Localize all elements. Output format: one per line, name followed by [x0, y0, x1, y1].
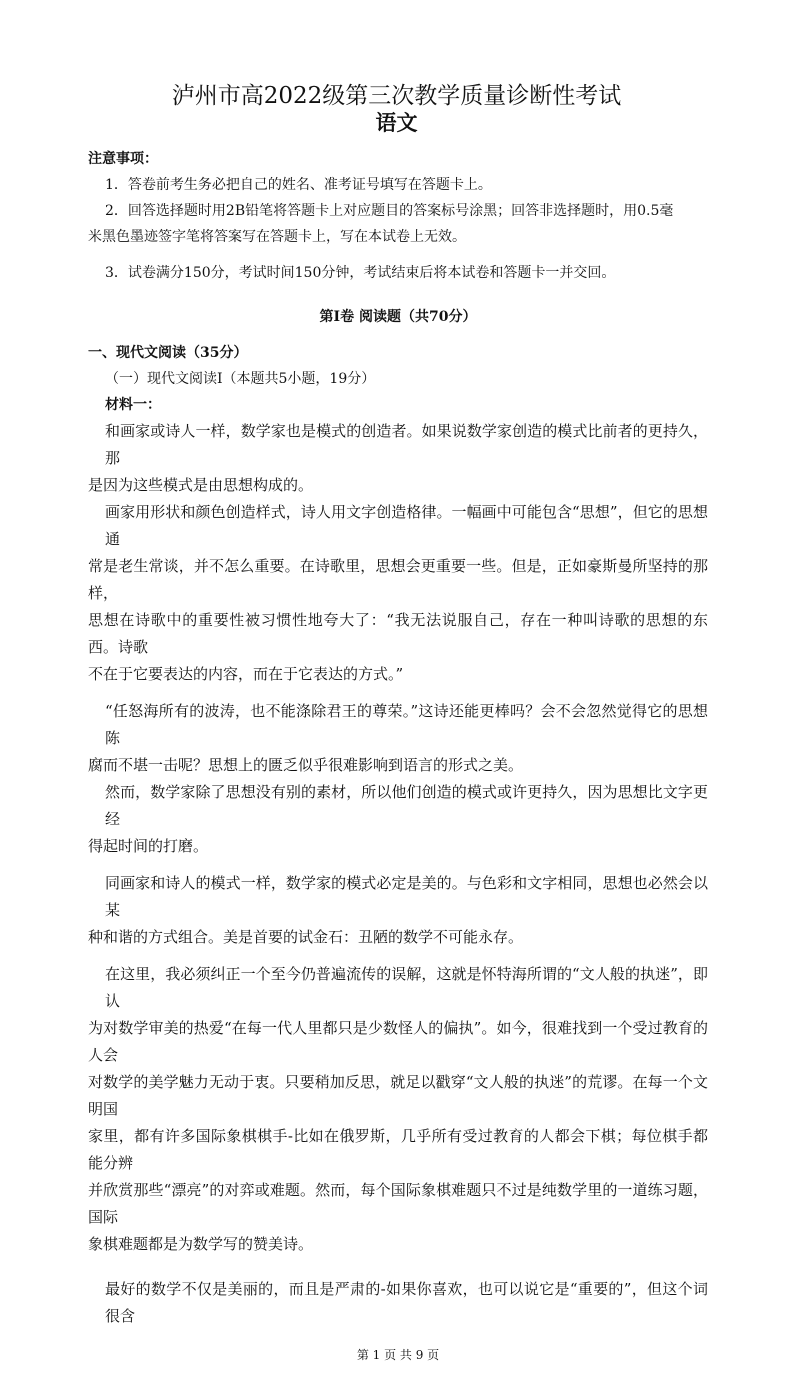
body-line: 然而，数学家除了思想没有别的素材，所以他们创造的模式或许更持久，因为思想比文字更经	[105, 783, 708, 828]
volume-heading: 第I卷 阅读题（共70分）	[319, 309, 477, 325]
body-line: 是因为这些模式是由思想构成的。	[88, 476, 314, 494]
body-line: 在这里，我必须纠正一个至今仍普遍流传的误解，这就是怀特海所谓的“文人般的执迷”，即认	[105, 965, 708, 1010]
body-line: 同画家和诗人的模式一样，数学家的模式必定是美的。与色彩和文字相同，思想也必然会以某	[105, 874, 708, 919]
body-line: 常是老生常谈，并不怎么重要。在诗歌里，思想会更重要一些。但是，正如豪斯曼所坚持的那样，	[88, 557, 708, 602]
body-line: 对数学的美学魅力无动于衷。只要稍加反思，就足以戳穿“文人般的执迷”的荒谬。在每一个文明国	[88, 1073, 708, 1118]
note-line: 2．回答选择题时用2B铅笔将答题卡上对应题目的答案标号涂黑；回答非选择题时，用0.5毫	[105, 203, 674, 219]
exam-title: 泸州市高2022级第三次教学质量诊断性考试	[171, 83, 622, 109]
body-line: 象棋难题都是为数学写的赞美诗。	[88, 1235, 314, 1253]
body-line: 种和谐的方式组合。美是首要的试金石：丑陋的数学不可能永存。	[88, 928, 524, 946]
note-line: 1．答卷前考生务必把自己的姓名、准考证号填写在答题卡上。	[105, 177, 492, 193]
note-line: 3．试卷满分150分，考试时间150分钟，考试结束后将本试卷和答题卡一并交回。	[105, 265, 616, 281]
exam-subject: 语文	[375, 110, 418, 135]
note-line: 米黑色墨迹签字笔将答案写在答题卡上，写在本试卷上无效。	[88, 229, 466, 245]
notes-heading: 注意事项：	[88, 151, 158, 167]
body-line: 腐而不堪一击呢？思想上的匮乏似乎很难影响到语言的形式之美。	[88, 756, 524, 774]
body-line: 为对数学审美的热爱“在每一代人里都只是少数怪人的偏执”。如今，很难找到一个受过教育的人会	[88, 1019, 708, 1064]
body-line: 家里，都有许多国际象棋棋手-比如在俄罗斯，几乎所有受过教育的人都会下棋；每位棋手都能分辨	[88, 1127, 708, 1172]
page-number: 第 1 页 共 9 页	[356, 1348, 440, 1362]
material-heading: 材料一：	[105, 397, 161, 413]
sub-heading: （一）现代文阅读I（本题共5小题，19分）	[105, 371, 376, 387]
body-line: 并欣赏那些“漂亮”的对弈或难题。然而，每个国际象棋难题只不过是纯数学里的一道练习题，国际	[88, 1181, 708, 1226]
body-line: 得起时间的打磨。	[88, 837, 209, 855]
body-line: 思想在诗歌中的重要性被习惯性地夸大了：“我无法说服自己，存在一种叫诗歌的思想的东西。诗歌	[88, 611, 708, 656]
body-line: 最好的数学不仅是美丽的，而且是严肃的-如果你喜欢，也可以说它是“重要的”，但这个词很含	[105, 1280, 708, 1325]
body-line: 不在于它要表达的内容，而在于它表达的方式。”	[88, 665, 404, 683]
body-line: “任怒海所有的波涛，也不能涤除君王的尊荣。”这诗还能更棒吗？会不会忽然觉得它的思想陈	[105, 702, 708, 747]
part-heading: 一、现代文阅读（35分）	[88, 345, 248, 361]
body-line: 画家用形状和颜色创造样式，诗人用文字创造格律。一幅画中可能包含“思想”，但它的思想通	[105, 503, 708, 548]
body-line: 和画家或诗人一样，数学家也是模式的创造者。如果说数学家创造的模式比前者的更持久，那	[105, 422, 708, 467]
